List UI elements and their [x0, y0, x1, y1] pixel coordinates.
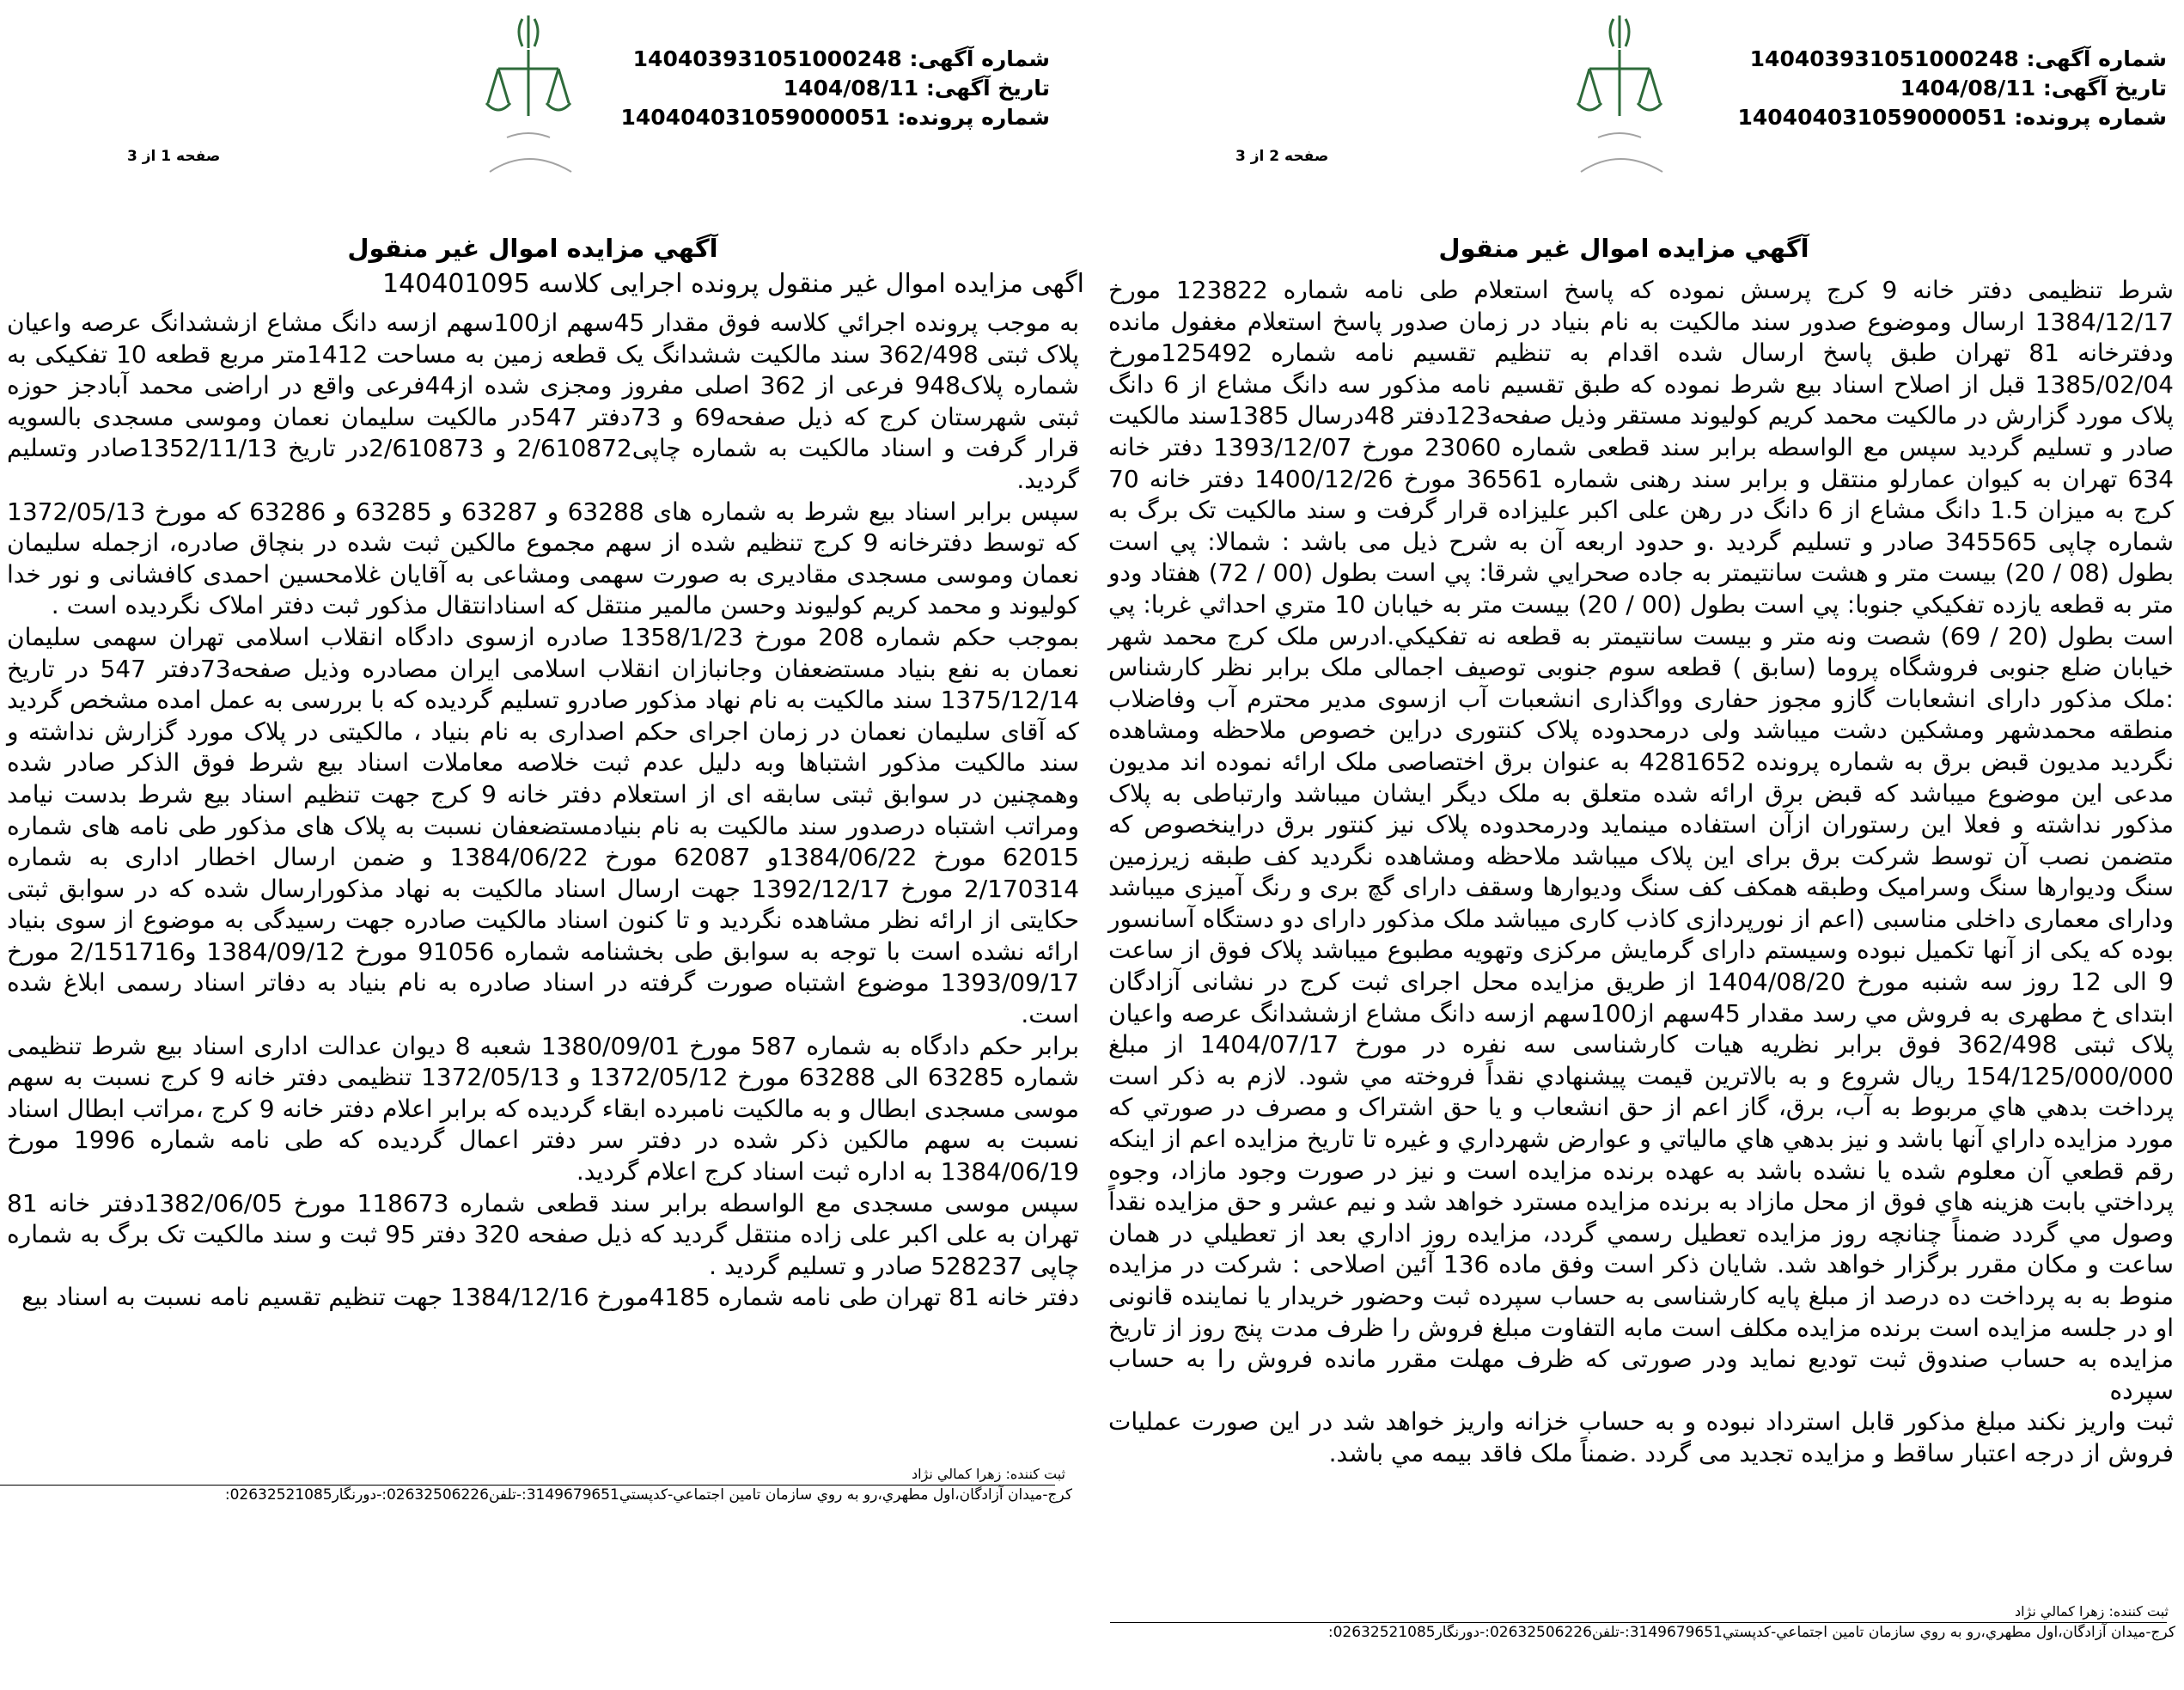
notice-page-2 — [1100, 0, 2184, 1690]
notice-title: آگهي مزايده اموال غير منقول — [347, 234, 718, 263]
paragraph: برابر حکم دادگاه به شماره 587 مورخ 1380/09/01 شعبه 8 دیوان عدالت اداری اسناد بیع شرط تنظیمی شماره 63285 الی 63288 مورخ 1372/05/12 و 1372/05/13 تنظیمی دفتر خانه 9 کرج نسبت به سهم موسی مسجدی ابطال و به مالکیت نامبرده ابقاء گردیده که برابر اعلام دفتر خانه 9 کرج ،مراتب ابطال اسناد نسبت به سهم مالکین ذکر شده در دفتر سر دفتر اعمال گردیده که طی نامه شماره 1996 مورخ 1384/06/19 به اداره ثبت اسناد کرج اعلام گردید. — [7, 1031, 1079, 1187]
footer-divider — [1110, 1622, 2167, 1623]
paragraph: سپس برابر اسناد بیع شرط به شماره های 63288 و 63287 و 63285 و 63286 که مورخ 1372/05/13 که توسط دفترخانه 9 کرج تنظیم شده از سهم مجموع مالکین ثبت شده در بنچاق صادره، ازجمله سلیمان نعمان وموسی مسجدی مقادیری به صورت سهمی ومشاعی به آقایان غلامحسین احمدی کافشانی و نور خدا کولیوند و محمد کریم کولیوند وحسن مالمیر منتقل که اسنادانتقال مذکور ثبت دفتر املاک نگردیده است . — [7, 497, 1080, 620]
notice-title: آگهي مزايده اموال غير منقول — [1438, 234, 1809, 263]
notice-footer — [1110, 1603, 2175, 1641]
registrar: ثبت کننده: زهرا کمالي نژاد — [911, 1466, 1065, 1482]
notice-footer — [0, 1466, 1072, 1504]
office-address: کرج-میدان آزادگان،اول مطهري،رو به روي سازمان تامین اجتماعي-کدپستي3149679651:-تلفن02632506226:-دورنگار02632521085: — [224, 1486, 1072, 1504]
paragraph: ثبت واریز نکند مبلغ مذکور قابل استرداد نبوده و به حساب خزانه واریز خواهد شد در این صورت عملیات فروش از درجه اعتبار ساقط و مزایده تجدید می گردد .ضمناً ملک فاقد بیمه مي باشد. — [1108, 1407, 2174, 1467]
paragraph: بموجب حکم شماره 208 مورخ 1358/1/23 صادره ازسوی دادگاه انقلاب اسلامی تهران سهمی سلیمان نعمان به نفع بنیاد مستضعفان وجانبازان انقلاب اسلامی ایران مصادره وذیل صفحه73دفتر 547 در تاریخ 1375/12/14 سند مالکیت به نام نهاد مذکور صادرو تسلیم گردیده که با بررسی به عمل امده مشخص گردید که آقای سلیمان نعمان در زمان اجرای حکم اصداری به نام بنیاد ، مالکیتی در پلاک مورد گزارش نداشته و سند مالکیت مذکور اشتباها وبه دلیل عدم ثبت خلاصه معاملات اسناد بیع شرط فوق الذکر صادر شده وهمچنین در سوابق ثبتی سابقه ای از استعلام دفتر خانه 9 کرج جهت تنظیم اسناد بیع شرط بدست نیامد ومراتب اشتباه درصدور سند مالکیت به نام بنیادمستضعفان نسبت به پلاک های مذکور طی نامه های شماره 62015 مورخ 1384/06/22و 62087 مورخ 1384/06/22 و ضمن ارسال اخطار اداری به شماره 2/170314 مورخ 1392/12/17 جهت ارسال اسناد مالکیت به نهاد مذکورارسال شده که در سوابق ثبتی حکایتی از ارائه نظر مشاهده نگردید و تا کنون اسناد مالکیت صادره جهت رسیدگی به موضوع از سوی بنیاد ارائه نشده است با توجه به سوابق طی بخشنامه شماره 91056 مورخ 1384/09/12 و2/151716 مورخ 1393/09/17 موضوع اشتباه صورت گرفته در اسناد صادره به نام بنیاد به دفاتر اسناد رسمی ابلاغ شده است. — [7, 622, 1080, 1029]
judiciary-emblem-icon — [455, 9, 601, 193]
judiciary-emblem-icon — [1546, 9, 1693, 193]
notice-date: 1404/08/11 — [1900, 76, 2036, 101]
notice-number-row: شماره آگهی: 140403931051000248 — [632, 46, 1050, 71]
notice-body — [1108, 275, 2174, 1470]
page-number: صفحه 1 از 3 — [127, 148, 221, 165]
page-number: صفحه 2 از 3 — [1235, 148, 1329, 165]
file-number-row: شماره پرونده: 140404031059000051 — [1737, 105, 2167, 130]
notice-body — [7, 308, 1079, 1314]
notice-number: 140403931051000248 — [632, 46, 902, 71]
notice-subtitle: اگهی مزایده اموال غیر منقول پرونده اجرایی کلاسه 140401095 — [382, 269, 1084, 299]
registrar: ثبت کننده: زهرا کمالي نژاد — [2014, 1603, 2169, 1620]
office-address: کرج-میدان آزادگان،اول مطهري،رو به روي سازمان تامین اجتماعي-کدپستي3149679651:-تلفن02632506226:-دورنگار02632521085: — [1327, 1624, 2175, 1641]
notice-header — [621, 45, 1051, 132]
footer-divider — [0, 1485, 1055, 1486]
notice-number-row: شماره آگهی: 140403931051000248 — [1749, 46, 2167, 71]
paragraph: شرط تنظیمی دفتر خانه 9 کرج پرسش نموده که پاسخ استعلام طی نامه شماره 123822 مورخ 1384/12/17 ارسال وموضوع صدور سند مالکیت به نام بنیاد در زمان صدور پاسخ استعلام مغفول مانده ودفترخانه 81 تهران طبق پاسخ ارسال شده اقدام به تنظیم تقسیم نامه شماره 125492مورخ 1385/02/04 قبل از اصلاح اسناد بیع شرط نموده که طبق تقسیم نامه مذکور سه دانگ مشاع از 6 دانگ پلاک مورد گزارش در مالکیت محمد کریم کولیوند مستقر وذیل صفحه123دفتر 48درسال 1385سند مالکیت صادر و تسلیم گردید سپس مع الواسطه برابر سند قطعی شماره 23060 مورخ 1393/12/07 دفتر خانه 634 تهران به کیوان عمارلو منتقل و برابر سند رهنی شماره 36561 مورخ 1400/12/26 دفتر خانه 70 کرج به میزان 1.5 دانگ مشاع از 6 دانگ در رهن علی اکبر علیزاده قرار گرفت و سند مالکیت تک برگ به شماره چاپی 345565 صادر و تسلیم گردید .و حدود اربعه آن به شرح ذیل می باشد : شمالا: پي است بطول (08 / 20) بیست متر و هشت سانتیمتر به جاده صحرايي شرقا: پي است بطول (00 / 72) هفتاد ودو متر به قطعه یازده تفکیکي جنوبا: پي است بطول (00 / 20) بیست متر به خیابان 10 متري احداثي غربا: پي است بطول (20 / 69) شصت ونه متر و بیست سانتیمتر به قطعه نه تفکیکي.ادرس ملک کرج محمد شهر خیابان ضلع جنوبی فروشگاه پروما (سابق ) قطعه سوم جنوبی توصیف اجمالی ملک برابر نظر کارشناس :ملک مذکور دارای انشعابات گازو مجوز حفاری وواگذاری انشعبات آب ازسوی مدیر محترم آب وفاضلاب منطقه محمدشهر ومشکین دشت میباشد ولی درمحدوده پلاک کنتوری دراین خصوص ملاحظه ومشاهده نگردید مدیون قبض برق به شماره پرونده 4281652 به عنوان برق اختصاصی ملک ارائه نموده اند مدیون مدعی این موضوع میباشد که قبض برق ارائه شده متعلق به ملک دیگر ایشان میباشد وارتباطی به پلاک مذکور نداشته و فعلا این رستوران ازآن استفاده مینماید ودرمحدوده پلاک نیز کنتور برق دراینخصوص که متضمن نصب آن توسط شرکت برق برای این پلاک میباشد ملاحظه ومشاهده نگردید کف طبقه زیرزمین سنگ ودیوارها سنگ وسرامیک وطبقه همکف کف سنگ ودیوارها وسقف دارای گچ بری و رنگ آمیزی میباشد ودارای معماری داخلی مناسبی (اعم از نورپردازی کاذب کاری میباشد ملک مذکور دارای دو دستگاه آسانسور بوده که یکی از آنها تکمیل نبوده وسیستم دارای گرمایش مرکزی وتهویه مطبوع میباشد پلاک فوق از ساعت 9 الی 12 روز سه شنبه مورخ 1404/08/20 از طریق مزایده محل اجرای ثبت کرج در نشانی آزادگان ابتدای خ مطهری به فروش مي رسد مقدار 45سهم از100سهم ازسه دانگ مشاع ازششدانگ عرصه واعیان پلاک ثبتی 362/498 فوق برابر نظریه هیات کارشناسی سه نفره در مورخ 1404/07/17 از مبلغ 154/125/000/000 ریال شروع و به بالاترین قیمت پیشنهادي نقداً فروخته مي شود. لازم به ذکر است پرداخت بدهي هاي مربوط به آب، برق، گاز اعم از حق انشعاب و یا حق اشتراک و مصرف در صورتي که مورد مزایده داراي آنها باشد و نیز بدهي هاي مالیاتي و عوارض شهرداري و غیره تا تاریخ مزایده اعم از اینکه رقم قطعي آن معلوم شده یا نشده باشد به عهده برنده مزایده است و نیز در صورت وجود مازاد، وجوه پرداختي بابت هزینه هاي فوق از محل مازاد به برنده مزایده مسترد خواهد شد و نیم عشر و حق مزایده نقداً وصول مي گردد ضمناً چنانچه روز مزایده تعطیل رسمي گردد، مزایده روز اداري بعد از تعطیلي در همان ساعت و مکان مقرر برگزار خواهد شد. شایان ذکر است وفق ماده 136 آئین اصلاحی : شرکت در مزایده منوط به به پرداخت ده درصد از مبلغ پایه کارشناسی به حساب سپرده ثبت وحضور خریدار یا نماینده قانونی او در جلسه مزایده است برنده مزایده مکلف است مابه التفاوت مبلغ فروش را ظرف مدت پنج روز از تاریخ مزایده به حساب صندوق ثبت تودیع نماید ودر صورتی که ظرف مهلت مقرر مانده فروش را به حساب سپرده — [1108, 276, 2175, 1405]
file-number-row: شماره پرونده: 140404031059000051 — [620, 105, 1050, 130]
notice-header — [1738, 45, 2168, 132]
notice-number: 140403931051000248 — [1749, 46, 2019, 71]
paragraph: به موجب پرونده اجرائي كلاسه فوق مقدار 45سهم از100سهم ازسه دانگ مشاع ازششدانگ عرصه واعیان پلاک ثبتی 362/498 سند مالکیت ششدانگ یک قطعه زمین به مساحت 1412متر مربع قطعه 10 تفکیکی به شماره پلاک948 فرعی از 362 اصلی مفروز ومجزی شده از44فرعی واقع در اراضی محمد آبادجز حوزه ثبتی شهرستان کرج که ذیل صفحه69 و 73دفتر 547در مالکیت سلیمان نعمان وموسی مسجدی بالسویه قرار گرفت و اسناد مالکیت به شماره چاپی2/610872 و 2/610873در تاریخ 1352/11/13صادر وتسلیم گردید. — [7, 308, 1080, 494]
notice-date-row: تاریخ آگهی: 1404/08/11 — [1900, 76, 2167, 101]
notice-date-row: تاریخ آگهی: 1404/08/11 — [783, 76, 1050, 101]
notice-page-1 — [0, 0, 1091, 1690]
notice-date: 1404/08/11 — [783, 76, 919, 101]
file-number: 140404031059000051 — [620, 105, 890, 130]
file-number: 140404031059000051 — [1737, 105, 2007, 130]
paragraph: سپس موسی مسجدی مع الواسطه برابر سند قطعی شماره 118673 مورخ 1382/06/05دفتر خانه 81 تهران به علی اکبر علی زاده منتقل گردید که ذیل صفحه 320 دفتر 95 ثبت و سند مالکیت تک برگ به شماره چاپی 528237 صادر و تسلیم گردید . — [7, 1188, 1080, 1280]
paragraph: دفتر خانه 81 تهران طی نامه شماره 4185مورخ 1384/12/16 جهت تنظیم تقسیم نامه نسبت به اسناد بیع — [21, 1283, 1079, 1312]
